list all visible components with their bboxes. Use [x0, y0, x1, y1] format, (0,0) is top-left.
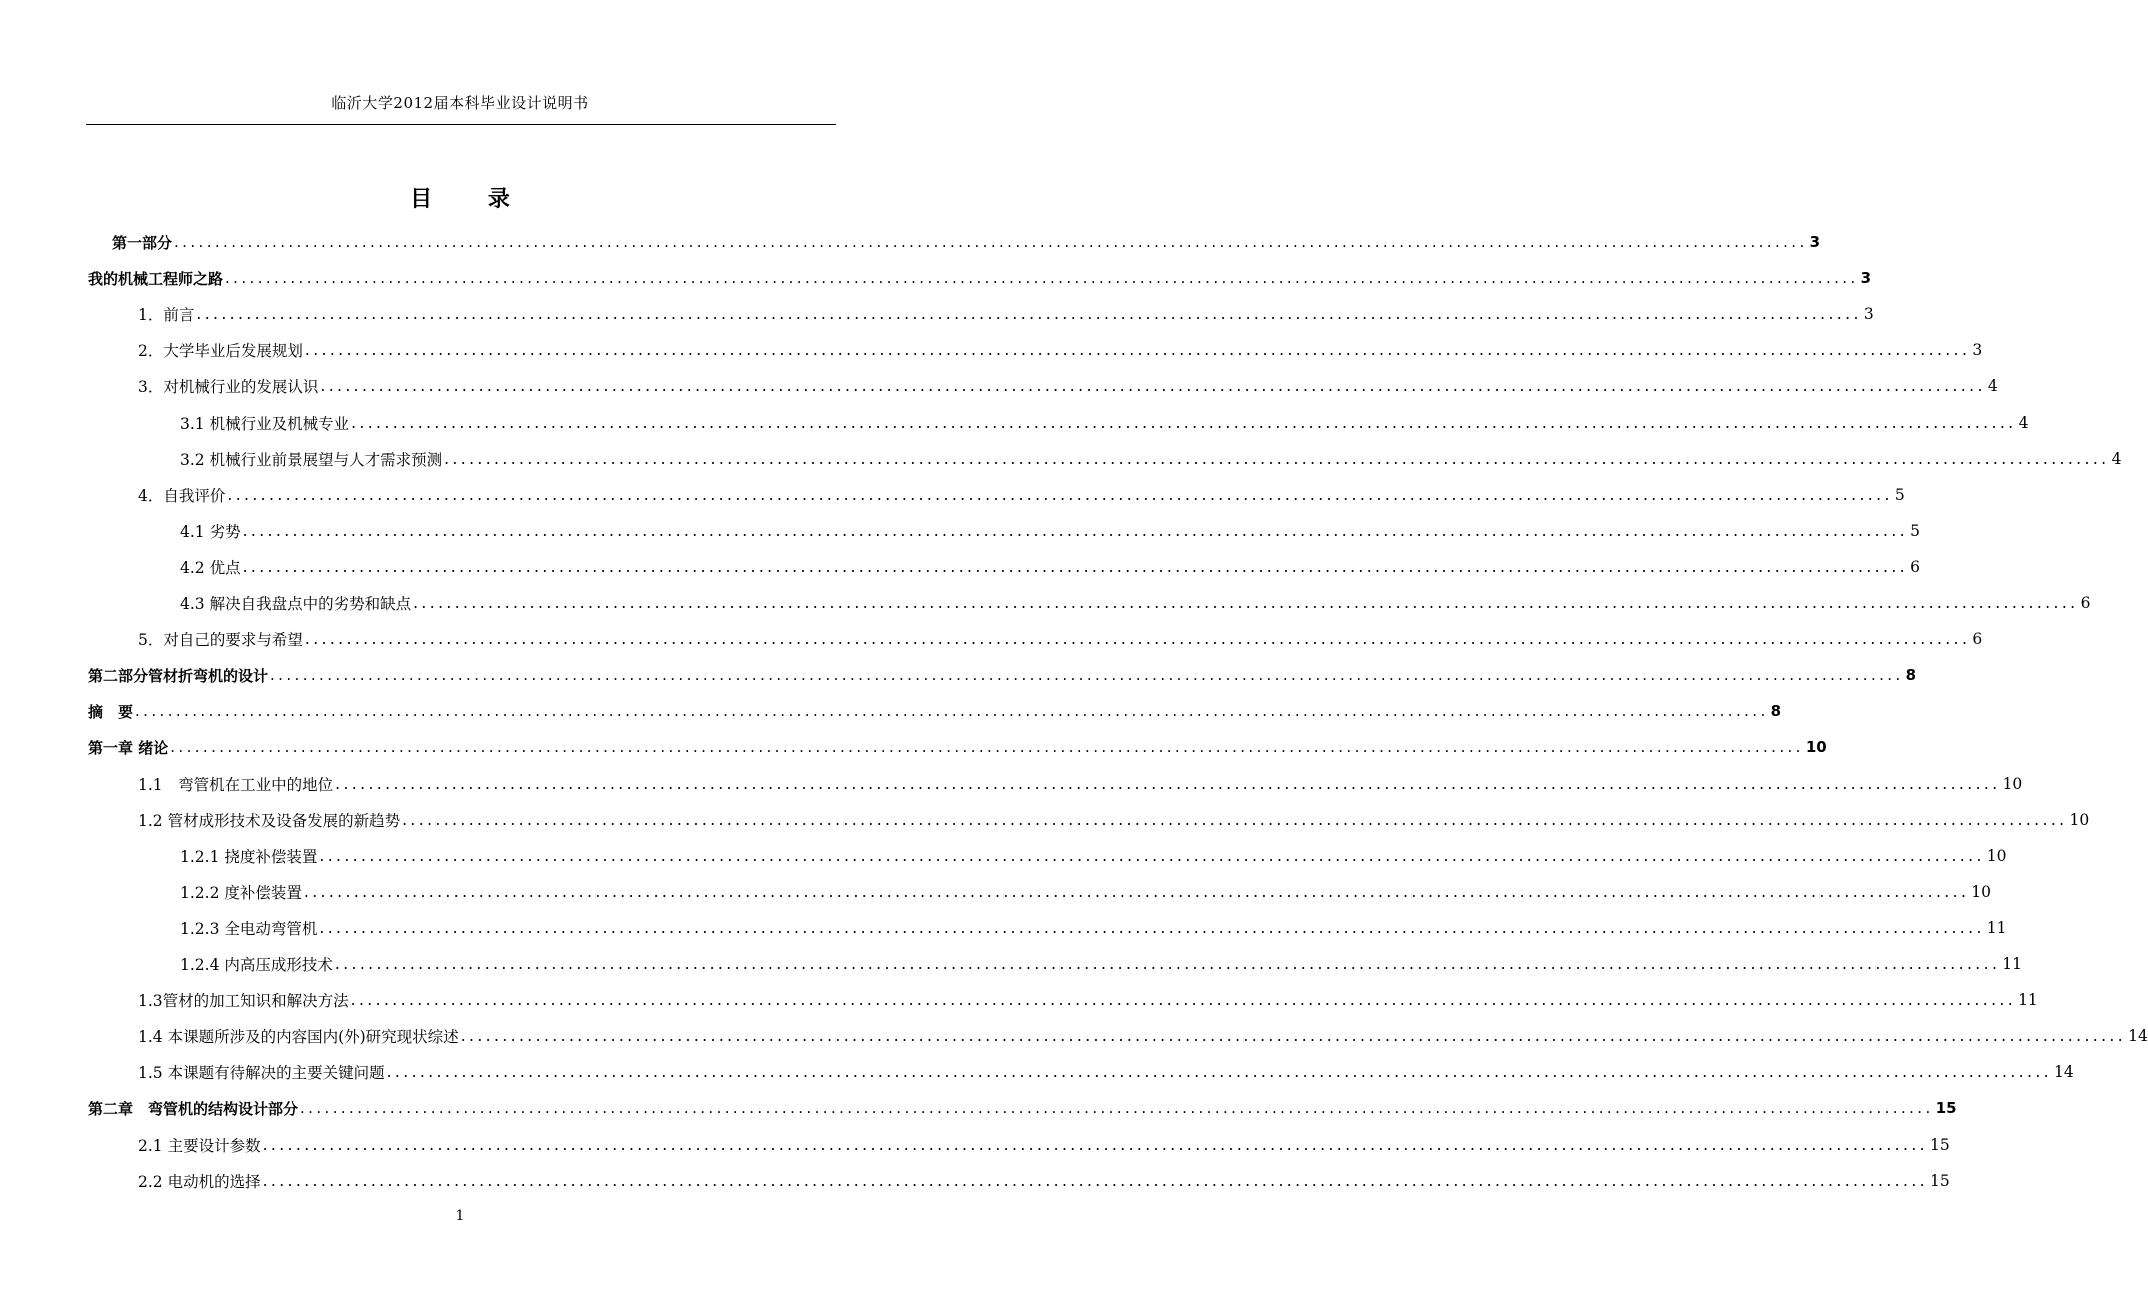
header-rule [86, 124, 836, 125]
toc-entry-page: 3 [1860, 269, 1872, 288]
toc-entry-title: 我的机械工程师之路 [88, 269, 224, 288]
toc-entry-page: 10 [1971, 882, 1992, 901]
toc-entry-page: 8 [1770, 702, 1782, 721]
toc-entry-title: 1.2.2 度补偿装置 [180, 883, 302, 902]
toc-entry[interactable] [0, 368, 1998, 404]
toc-leader-dots: ........................................................................................................................................................................................................ [460, 1027, 2127, 1046]
toc-entry[interactable] [0, 260, 1872, 296]
toc-leader-dots: ........................................................................................................................................................................................................ [300, 1099, 1934, 1118]
toc-leader-dots: ........................................................................................................................................................................................................ [196, 305, 1862, 324]
toc-entry-page: 10 [2002, 774, 2023, 793]
toc-entry-page: 11 [2002, 955, 2023, 973]
toc-entry[interactable] [0, 513, 1920, 549]
toc-entry-page: 15 [1929, 1171, 1950, 1190]
toc-entry[interactable] [0, 982, 2038, 1018]
toc-leader-dots: ........................................................................................................................................................................................................ [270, 666, 1904, 685]
toc-entry-title: 第一章 绪论 [88, 738, 169, 757]
toc-leader-dots: ........................................................................................................................................................................................................ [304, 630, 1971, 649]
toc-leader-dots: ........................................................................................................................................................................................................ [444, 449, 2110, 468]
toc-entry-title: 4.2 优点 [180, 558, 241, 577]
toc-entry-page: 4 [2018, 413, 2029, 432]
toc-entry-title: 第二章 弯管机的结构设计部分 [88, 1099, 299, 1118]
toc-entry-page: 8 [1905, 666, 1917, 685]
toc-entry-page: 6 [1910, 557, 1920, 576]
toc-leader-dots: ........................................................................................................................................................................................................ [402, 810, 2068, 829]
toc-entry-page: 3 [1972, 341, 1983, 360]
toc-entry[interactable] [0, 1018, 2148, 1054]
toc-entry[interactable] [0, 874, 1992, 910]
toc-leader-dots: ........................................................................................................................................................................................................ [351, 413, 2017, 432]
toc-entry[interactable] [0, 1090, 1957, 1126]
toc-entry-page: 14 [2128, 1027, 2148, 1046]
toc-leader-dots: ........................................................................................................................................................................................................ [319, 846, 1985, 865]
toc-entry[interactable] [0, 729, 1827, 765]
page-header: 临沂大学2012届本科毕业设计说明书 [331, 94, 589, 112]
toc-entry-page: 5 [1894, 485, 1905, 504]
toc-entry-title: 4．自我评价 [138, 486, 226, 505]
toc-entry-title: 2.1 主要设计参数 [138, 1136, 261, 1155]
toc-entry[interactable] [0, 477, 1905, 513]
toc-leader-dots: ........................................................................................................................................................................................................ [242, 557, 1908, 576]
toc-leader-dots: ........................................................................................................................................................................................................ [262, 1171, 1928, 1190]
toc-entry-page: 4 [1987, 377, 1998, 396]
toc-entry-page: 10 [1986, 846, 2007, 865]
toc-entry[interactable] [0, 332, 1983, 368]
toc-entry-page: 15 [1935, 1099, 1957, 1118]
toc-entry[interactable] [0, 621, 1983, 657]
toc-entry[interactable] [0, 585, 2091, 621]
toc-leader-dots: ........................................................................................................................................................................................................ [413, 594, 2079, 612]
page-number: 1 [455, 1208, 465, 1224]
toc-entry-title: 2.2 电动机的选择 [138, 1172, 261, 1191]
toc-leader-dots: ........................................................................................................................................................................................................ [319, 918, 1985, 937]
toc-title: 目 录 [410, 187, 534, 212]
toc-entry-title: 2．大学毕业后发展规划 [138, 342, 303, 361]
toc-entry-title: 第一部分 [112, 233, 173, 252]
toc-leader-dots: ........................................................................................................................................................................................................ [170, 738, 1804, 757]
toc-entry[interactable] [0, 766, 2023, 802]
toc-leader-dots: ........................................................................................................................................................................................................ [227, 485, 1893, 504]
toc-entry[interactable] [0, 441, 2122, 477]
toc-entry-title: 4.1 劣势 [180, 522, 241, 541]
toc-entry-page: 10 [1805, 738, 1827, 757]
toc-entry-title: 1.4 本课题所涉及的内容国内(外)研究现状综述 [138, 1028, 459, 1047]
toc-entry[interactable] [0, 224, 1821, 260]
toc-leader-dots: ........................................................................................................................................................................................................ [334, 955, 2001, 973]
toc-entry-page: 4 [2111, 449, 2122, 468]
toc-leader-dots: ........................................................................................................................................................................................................ [320, 377, 1986, 396]
toc-entry-title: 5．对自己的要求与希望 [138, 631, 303, 650]
toc-entry[interactable] [0, 946, 2023, 982]
toc-entry[interactable] [0, 657, 1917, 693]
toc-leader-dots: ........................................................................................................................................................................................................ [350, 991, 2017, 1010]
toc-leader-dots: ........................................................................................................................................................................................................ [386, 1063, 2052, 1082]
toc-entry-title: 3.1 机械行业及机械专业 [180, 414, 350, 433]
toc-entry-page: 11 [2018, 991, 2038, 1010]
toc-entry-page: 6 [2080, 594, 2091, 612]
toc-leader-dots: ........................................................................................................................................................................................................ [242, 521, 1908, 540]
toc-entry-title: 1.5 本课题有待解决的主要关键问题 [138, 1064, 385, 1083]
toc-entry[interactable] [0, 802, 2090, 838]
toc-entry-title: 摘 要 [88, 702, 134, 721]
toc-leader-dots: ........................................................................................................................................................................................................ [135, 702, 1769, 721]
toc-entry-page: 3 [1863, 305, 1874, 324]
toc-entry-title: 1.2.4 内高压成形技术 [180, 956, 333, 974]
toc-leader-dots: ........................................................................................................................................................................................................ [262, 1135, 1928, 1154]
toc-entry-title: 1.2 管材成形技术及设备发展的新趋势 [138, 811, 401, 830]
toc-entry-title: 1.1 弯管机在工业中的地位 [138, 775, 334, 794]
toc-leader-dots: ........................................................................................................................................................................................................ [335, 774, 2001, 793]
toc-entry[interactable] [0, 549, 1920, 585]
toc-leader-dots: ........................................................................................................................................................................................................ [304, 341, 1971, 360]
toc-entry[interactable] [0, 910, 2007, 946]
toc-entry[interactable] [0, 405, 2029, 441]
toc-entry-title: 4.3 解决自我盘点中的劣势和缺点 [180, 595, 412, 613]
toc-entry[interactable] [0, 296, 1874, 332]
toc-entry-title: 1.2.1 挠度补偿装置 [180, 847, 318, 866]
toc-entry-title: 1.2.3 全电动弯管机 [180, 919, 318, 938]
toc-entry-title: 3.2 机械行业前景展望与人才需求预测 [180, 450, 443, 469]
toc-leader-dots: ........................................................................................................................................................................................................ [174, 233, 1808, 251]
toc-entry-page: 10 [2069, 810, 2090, 829]
toc-entry[interactable] [0, 1054, 2074, 1090]
toc-entry-page: 3 [1809, 233, 1821, 251]
toc-entry[interactable] [0, 1127, 1950, 1163]
toc-entry-title: 1．前言 [138, 306, 195, 325]
toc-entry[interactable] [0, 838, 2007, 874]
toc-leader-dots: ........................................................................................................................................................................................................ [225, 269, 1859, 288]
toc-entry-title: 3．对机械行业的发展认识 [138, 378, 319, 397]
toc-entry-page: 14 [2054, 1063, 2074, 1082]
toc-entry-page: 5 [1910, 521, 1920, 540]
toc-entry-title: 1.3管材的加工知识和解决方法 [138, 992, 349, 1011]
toc-entry-page: 6 [1972, 630, 1983, 649]
toc-entry[interactable] [0, 693, 1782, 729]
toc-entry-title: 第二部分管材折弯机的设计 [88, 666, 269, 685]
toc-entry-page: 15 [1929, 1135, 1950, 1154]
toc-entry[interactable] [0, 1163, 1950, 1199]
toc-leader-dots: ........................................................................................................................................................................................................ [303, 882, 1970, 901]
toc-entry-page: 11 [1986, 918, 2007, 937]
